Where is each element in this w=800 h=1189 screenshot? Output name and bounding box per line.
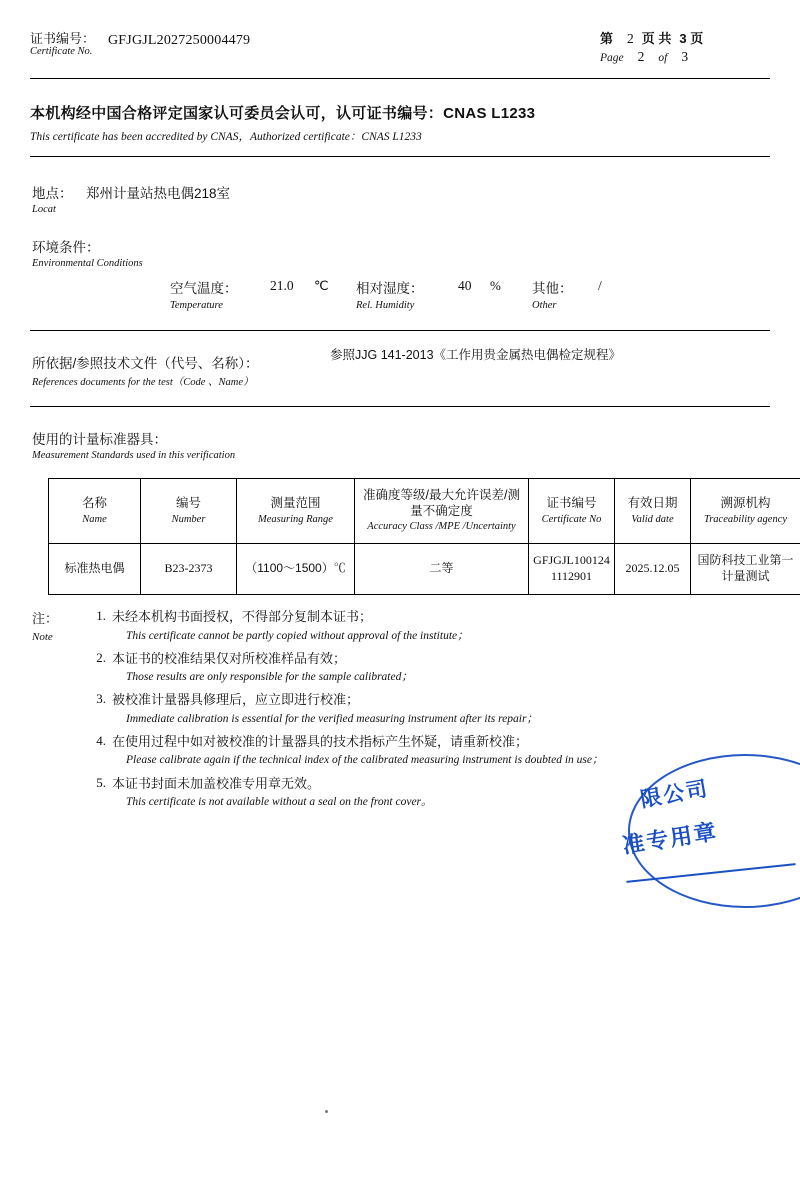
location-label-en: Locat	[32, 204, 56, 215]
cell-valid-date: 2025.12.05	[615, 544, 691, 595]
certificate-no-label-cn: 证书编号：	[30, 31, 96, 46]
environment-values-row	[170, 277, 770, 313]
column-agency-cn: 溯源机构	[720, 495, 771, 510]
column-valid-date	[615, 479, 691, 544]
column-certificate-no	[529, 479, 615, 544]
environment-humidity-label-cn: 相对湿度：	[356, 281, 424, 296]
standards-label-en: Measurement Standards used in this verification	[32, 450, 236, 461]
divider-accreditation	[30, 156, 770, 157]
note-text-cn: 被校准计量器具修理后，应立即进行校准；	[112, 692, 360, 708]
references-label-en: References documents for the test（Code 、Name）	[32, 377, 254, 388]
column-range-en: Measuring Range	[258, 513, 333, 525]
page-total-en: 3	[681, 49, 689, 64]
note-item	[84, 733, 752, 769]
references-value: 参照JJG 141-2013《工作用贵金属热电偶检定规程》	[330, 348, 622, 362]
seal-underline	[626, 863, 795, 883]
environment-other-label-en: Other	[532, 300, 557, 311]
column-accuracy	[355, 479, 529, 544]
environment-humidity-value: 40	[458, 278, 472, 293]
table-row	[49, 544, 800, 595]
location-value: 郑州计量站热电偶218室	[86, 186, 231, 201]
page-total-cn: 3 页	[679, 31, 704, 46]
column-agency-en: Traceability agency	[703, 513, 788, 525]
environment-other-value: /	[598, 278, 602, 293]
page-artifact-dot	[325, 1110, 328, 1113]
column-accuracy-en: Accuracy Class /MPE /Uncertainty	[367, 521, 516, 533]
column-number-cn: 编号	[175, 495, 201, 510]
column-valid-date-cn: 有效日期	[627, 495, 678, 510]
accreditation-code: CNAS L1233	[443, 105, 536, 122]
seal-text-line2: 准专用章	[620, 818, 720, 859]
note-text-en: This certificate cannot be partly copied without approval of the institute；	[126, 629, 469, 642]
column-range	[237, 479, 355, 544]
table-header-row	[49, 479, 800, 544]
cell-accuracy: 二等	[355, 544, 529, 595]
page-label-en: Page	[600, 52, 624, 64]
column-number	[141, 479, 237, 544]
note-number: 4.	[96, 732, 106, 748]
note-text-en: Please calibrate again if the technical index of the calibrated measuring instrument is doubted in use；	[126, 754, 604, 767]
document-header	[30, 28, 770, 74]
environment-temperature-value: 21.0	[270, 278, 294, 293]
notes-label-cn: 注：	[32, 611, 59, 626]
note-text-cn: 本证书封面未加盖校准专用章无效。	[112, 775, 321, 791]
note-text-cn: 在使用过程中如对被校准的计量器具的技术指标产生怀疑，请重新校准；	[112, 733, 529, 749]
column-number-en: Number	[171, 513, 206, 525]
cell-agency: 国防科技工业第一计量测试	[691, 544, 800, 595]
environment-humidity-unit: %	[490, 278, 501, 293]
measurement-standards-table	[48, 478, 800, 595]
location-label-cn: 地点：	[32, 186, 73, 201]
environment-label-en: Environmental Conditions	[32, 258, 143, 269]
notes-list	[84, 608, 752, 816]
divider-environment	[30, 330, 770, 331]
page-of-en: of	[658, 52, 668, 64]
certificate-no-value: GFJGJL2027250004479	[108, 33, 251, 48]
location-label	[32, 182, 73, 215]
certificate-no-label-en: Certificate No.	[30, 45, 93, 57]
page-of-cn: 页 共	[641, 31, 672, 46]
environment-label-cn: 环境条件：	[32, 240, 100, 255]
column-name-en: Name	[82, 513, 107, 525]
references-label	[32, 352, 332, 389]
column-range-cn: 测量范围	[270, 495, 321, 510]
accreditation-block	[30, 102, 770, 144]
note-number: 1.	[96, 608, 106, 623]
cell-range: （1100～1500）℃	[237, 544, 355, 595]
note-item	[84, 691, 752, 727]
certificate-no-label	[30, 32, 95, 57]
environment-label	[32, 236, 143, 269]
environment-humidity-label-en: Rel. Humidity	[356, 300, 415, 311]
environment-temperature-unit: ℃	[314, 278, 329, 293]
column-name-cn: 名称	[81, 495, 107, 510]
note-number: 3.	[96, 691, 106, 707]
note-item	[84, 775, 752, 811]
note-text-cn: 本证书的校准结果仅对所校准样品有效；	[112, 650, 347, 666]
environment-other-label	[532, 277, 573, 311]
environment-temperature-label-cn: 空气温度：	[170, 281, 238, 296]
note-number: 5.	[96, 774, 106, 790]
column-name	[49, 479, 141, 544]
divider-header	[30, 78, 770, 79]
note-text-en: Immediate calibration is essential for the verified measuring instrument after its repair；	[126, 712, 538, 725]
notes-label	[32, 608, 88, 643]
note-text-cn: 未经本机构书面授权，不得部分复制本证书；	[112, 609, 373, 624]
page-number-en: 2	[637, 49, 645, 64]
page-indicator	[600, 28, 770, 70]
column-valid-date-en: Valid date	[631, 513, 674, 525]
cell-number: B23-2373	[141, 544, 237, 595]
accreditation-en: This certificate has been accredited by CNAS，Authorized certificate：CNAS L1233	[30, 131, 422, 143]
note-item	[84, 650, 752, 686]
page-label-cn: 第	[600, 31, 614, 46]
environment-humidity-label	[356, 277, 424, 311]
column-accuracy-cn: 准确度等级/最大允许误差/测量不确定度	[363, 488, 520, 518]
page-indicator-en-row	[600, 49, 770, 70]
page-number-cn: 2	[627, 31, 634, 46]
note-item	[84, 608, 752, 644]
column-certificate-no-cn: 证书编号	[546, 495, 597, 510]
seal-text-line1: 限公司	[638, 777, 711, 812]
notes-label-en: Note	[32, 631, 53, 643]
references-label-cn: 所依据/参照技术文件（代号、名称）：	[32, 356, 259, 371]
divider-references	[30, 406, 770, 407]
cell-name: 标准热电偶	[49, 544, 141, 595]
accreditation-cn-line	[30, 102, 770, 123]
environment-temperature-label	[170, 277, 238, 311]
column-agency	[691, 479, 800, 544]
standards-label-cn: 使用的计量标准器具：	[32, 432, 167, 447]
column-certificate-no-en: Certificate No	[541, 513, 602, 525]
standards-label	[32, 428, 235, 461]
note-number: 2.	[96, 649, 106, 665]
accreditation-cn: 本机构经中国合格评定国家认可委员会认可，认可证书编号：	[30, 105, 444, 122]
cell-certificate-no: GFJGJL100124 1112901	[529, 544, 615, 595]
environment-temperature-label-en: Temperature	[170, 300, 223, 311]
page-indicator-cn-row	[600, 28, 770, 49]
note-text-en: Those results are only responsible for the sample calibrated；	[126, 671, 413, 684]
note-text-en: This certificate is not available without a seal on the front cover。	[126, 796, 433, 809]
environment-other-label-cn: 其他：	[532, 281, 573, 296]
